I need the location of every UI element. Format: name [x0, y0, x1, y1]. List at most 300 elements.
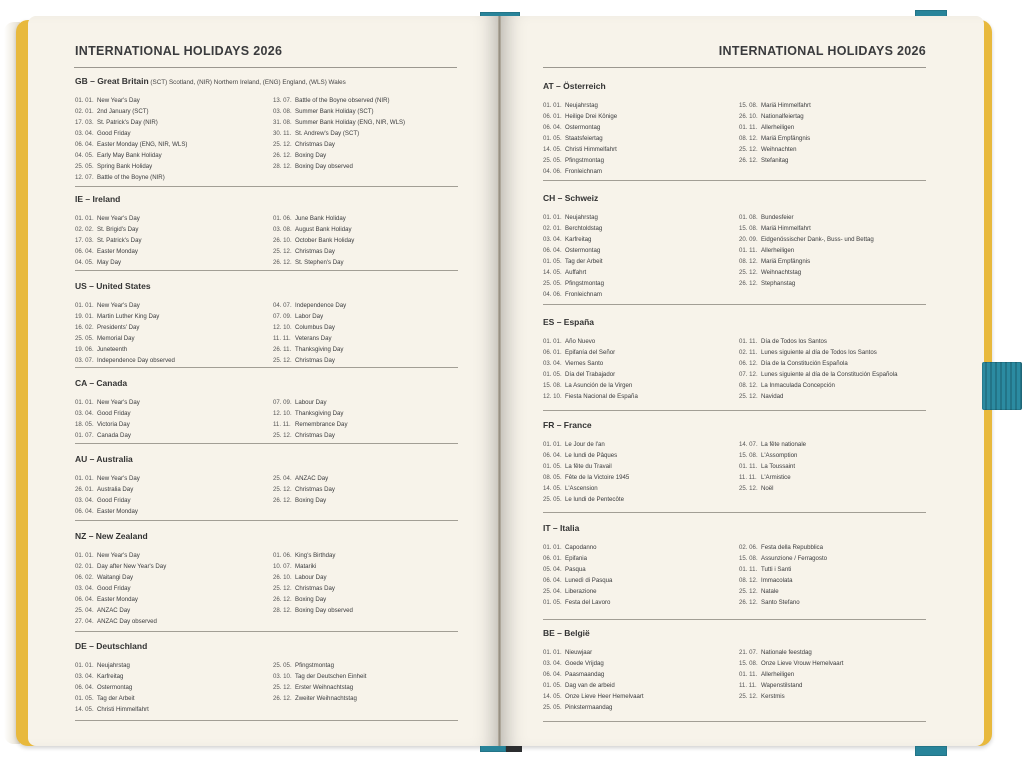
holiday-entry — [75, 704, 149, 715]
holiday-name: Tag der Arbeit — [97, 695, 135, 702]
holiday-entry — [75, 139, 187, 150]
holiday-entry — [75, 311, 175, 322]
holiday-date: 25. 12. — [739, 393, 758, 400]
holiday-date: 31. 08. — [273, 119, 292, 126]
holiday-date: 19. 01. — [75, 313, 94, 320]
holiday-date: 15. 08. — [739, 225, 758, 232]
holiday-date: 12. 10. — [543, 393, 562, 400]
holiday-entry — [273, 484, 335, 495]
holiday-date: 26. 12. — [739, 599, 758, 606]
holiday-name: Easter Monday — [97, 508, 138, 515]
holiday-entry — [739, 564, 827, 575]
holiday-section — [75, 378, 458, 439]
holiday-date: 03. 08. — [273, 226, 292, 233]
holiday-date: 14. 05. — [75, 706, 94, 713]
holiday-date: 01. 01. — [543, 649, 562, 656]
holiday-name: Boxing Day observed — [295, 163, 353, 170]
holiday-entry — [543, 212, 604, 223]
holiday-entry — [75, 594, 166, 605]
left-header-rule — [74, 67, 457, 68]
country-name: GB – Great Britain — [75, 76, 149, 86]
holiday-date: 14. 05. — [543, 693, 562, 700]
holiday-column — [75, 473, 140, 517]
holiday-date: 26. 12. — [739, 157, 758, 164]
holiday-name: Epifania — [565, 555, 588, 562]
holiday-column — [543, 336, 638, 402]
holiday-entry — [739, 347, 898, 358]
holiday-entry — [739, 647, 843, 658]
holiday-name: Paasmaandag — [565, 671, 605, 678]
country-name: AU – Australia — [75, 454, 133, 464]
holiday-entry — [543, 472, 629, 483]
holiday-column — [75, 397, 140, 441]
holiday-name: Summer Bank Holiday (ENG, NIR, WLS) — [295, 119, 406, 126]
holiday-name: Boxing Day — [295, 596, 327, 603]
holiday-date: 08. 12. — [739, 577, 758, 584]
holiday-name: Stefanitag — [761, 157, 789, 164]
holiday-entry — [273, 605, 353, 616]
holiday-date: 02. 01. — [75, 563, 94, 570]
holiday-entry — [543, 553, 612, 564]
holiday-date: 01. 01. — [543, 338, 562, 345]
holiday-entry — [75, 172, 187, 183]
holiday-entry — [75, 693, 149, 704]
holiday-entry — [739, 461, 806, 472]
holiday-date: 25. 05. — [543, 496, 562, 503]
country-heading — [75, 454, 458, 464]
holiday-date: 06. 04. — [75, 141, 94, 148]
holiday-column — [273, 300, 346, 366]
holiday-name: Weihnachten — [761, 146, 797, 153]
holiday-entry — [543, 155, 617, 166]
holiday-date: 06. 04. — [543, 247, 562, 254]
holiday-name: Ostermontag — [565, 124, 601, 131]
holiday-entry — [543, 369, 638, 380]
holiday-date: 07. 12. — [739, 371, 758, 378]
holiday-date: 01. 05. — [543, 135, 562, 142]
holiday-name: Ostermontag — [565, 247, 601, 254]
holiday-entry — [75, 605, 166, 616]
holiday-name: Stephanstag — [761, 280, 796, 287]
section-divider — [75, 720, 458, 721]
holiday-name: Mariä Himmelfahrt — [761, 225, 811, 232]
holiday-entry — [273, 246, 354, 257]
holiday-entry — [739, 472, 806, 483]
holiday-entry — [75, 355, 175, 366]
holiday-column — [75, 550, 166, 627]
holiday-column — [75, 213, 142, 268]
holiday-entry — [739, 336, 898, 347]
holiday-entry — [273, 660, 366, 671]
holiday-date: 01. 01. — [75, 662, 94, 669]
holiday-entry — [739, 575, 827, 586]
holiday-name: Neujahrstag — [97, 662, 130, 669]
holiday-name: Onze Lieve Vrouw Hemelvaart — [761, 660, 844, 667]
holiday-date: 01. 01. — [75, 302, 94, 309]
holiday-entry — [543, 122, 617, 133]
holiday-name: Immacolata — [761, 577, 793, 584]
holiday-column — [739, 212, 874, 289]
holiday-entry — [273, 572, 353, 583]
holiday-column — [273, 95, 405, 172]
holiday-entry — [543, 336, 638, 347]
holiday-name: Allerheiligen — [761, 247, 795, 254]
holiday-entry — [273, 671, 366, 682]
country-name: US – United States — [75, 281, 151, 291]
section-divider — [543, 304, 926, 305]
country-name: IT – Italia — [543, 523, 580, 533]
holiday-name: Waitangi Day — [97, 574, 134, 581]
holiday-date: 06. 12. — [739, 360, 758, 367]
holiday-entry — [739, 234, 874, 245]
holiday-entry — [75, 257, 142, 268]
holiday-name: Presidents' Day — [97, 324, 140, 331]
holiday-name: Tag der Deutschen Einheit — [295, 673, 367, 680]
holiday-column — [543, 542, 612, 608]
holiday-entry — [273, 408, 348, 419]
holiday-date: 08. 12. — [739, 382, 758, 389]
holiday-entry — [273, 235, 354, 246]
holiday-date: 15. 08. — [739, 452, 758, 459]
holiday-date: 03. 04. — [75, 130, 94, 137]
holiday-entry — [543, 680, 644, 691]
holiday-name: Le lundi de Pâques — [565, 452, 618, 459]
holiday-entry — [75, 106, 187, 117]
holiday-entry — [739, 553, 827, 564]
holiday-entry — [273, 161, 405, 172]
holiday-date: 03. 04. — [543, 360, 562, 367]
holiday-date: 01. 05. — [543, 682, 562, 689]
holiday-entry — [75, 397, 140, 408]
holiday-entry — [75, 213, 142, 224]
holiday-date: 10. 07. — [273, 563, 292, 570]
holiday-date: 01. 11. — [739, 566, 758, 573]
holiday-entry — [543, 702, 644, 713]
holiday-name: La Inmaculada Concepción — [761, 382, 835, 389]
holiday-entry — [75, 161, 187, 172]
holiday-date: 25. 12. — [273, 432, 292, 439]
holiday-name: Labour Day — [295, 574, 327, 581]
holiday-date: 01. 05. — [543, 258, 562, 265]
holiday-name: Ostermontag — [97, 684, 133, 691]
holiday-date: 20. 09. — [739, 236, 758, 243]
country-subtitle: (SCT) Scotland, (NIR) Northern Ireland, (ENG) England, (WLS) Wales — [148, 79, 346, 86]
holiday-name: Heilige Drei Könige — [565, 113, 618, 120]
holiday-date: 01. 01. — [75, 215, 94, 222]
holiday-date: 03. 04. — [75, 585, 94, 592]
holiday-name: St. Patrick's Day — [97, 237, 142, 244]
holiday-date: 26. 12. — [273, 259, 292, 266]
holiday-name: Natale — [761, 588, 779, 595]
holiday-name: Good Friday — [97, 497, 131, 504]
holiday-name: Festa della Repubblica — [761, 544, 823, 551]
country-name: NZ – New Zealand — [75, 531, 148, 541]
holiday-date: 25. 12. — [273, 357, 292, 364]
holiday-date: 19. 06. — [75, 346, 94, 353]
holiday-entry — [273, 213, 354, 224]
holiday-entry — [739, 450, 806, 461]
holiday-date: 03. 10. — [273, 673, 292, 680]
holiday-entry — [273, 550, 353, 561]
holiday-entry — [273, 322, 346, 333]
holiday-entry — [543, 144, 617, 155]
section-divider — [75, 270, 458, 271]
holiday-name: Mariä Empfängnis — [761, 258, 811, 265]
right-header-rule — [543, 67, 926, 68]
section-divider — [543, 619, 926, 620]
country-heading — [75, 378, 458, 388]
holiday-date: 01. 11. — [739, 338, 758, 345]
holiday-name: Christmas Day — [295, 141, 335, 148]
holiday-section — [543, 81, 926, 175]
holiday-date: 25. 12. — [273, 248, 292, 255]
holiday-date: 01. 08. — [739, 214, 758, 221]
holiday-column — [739, 542, 827, 608]
section-divider — [75, 186, 458, 187]
holiday-name: Año Nuevo — [565, 338, 596, 345]
holiday-entry — [739, 256, 874, 267]
holiday-date: 01. 01. — [75, 475, 94, 482]
holiday-name: Santo Stefano — [761, 599, 800, 606]
holiday-name: Allerheiligen — [761, 671, 795, 678]
section-divider — [543, 180, 926, 181]
holiday-date: 08. 12. — [739, 258, 758, 265]
holiday-date: 26. 12. — [739, 280, 758, 287]
holiday-entry — [739, 597, 827, 608]
holiday-entry — [739, 111, 811, 122]
holiday-entry — [75, 430, 140, 441]
holiday-name: Día de Todos los Santos — [761, 338, 827, 345]
section-divider — [543, 410, 926, 411]
holiday-date: 04. 05. — [75, 152, 94, 159]
section-divider — [75, 367, 458, 368]
holiday-date: 25. 12. — [739, 485, 758, 492]
country-heading — [75, 641, 458, 651]
holiday-name: ANZAC Day observed — [97, 618, 157, 625]
holiday-name: St. Stephen's Day — [295, 259, 344, 266]
holiday-name: New Year's Day — [97, 399, 140, 406]
left-page-title: INTERNATIONAL HOLIDAYS 2026 — [75, 44, 283, 58]
holiday-date: 14. 05. — [543, 269, 562, 276]
holiday-date: 25. 12. — [273, 486, 292, 493]
holiday-entry — [273, 257, 354, 268]
holiday-date: 06. 04. — [75, 684, 94, 691]
holiday-name: Le lundi de Pentecôte — [565, 496, 624, 503]
holiday-date: 25. 05. — [543, 280, 562, 287]
holiday-name: Christmas Day — [295, 585, 335, 592]
holiday-name: Tutti i Santi — [761, 566, 792, 573]
holiday-name: ANZAC Day — [295, 475, 329, 482]
holiday-name: Day after New Year's Day — [97, 563, 167, 570]
holiday-section — [543, 193, 926, 298]
country-name: DE – Deutschland — [75, 641, 148, 651]
country-name: AT – Österreich — [543, 81, 606, 91]
holiday-date: 15. 08. — [739, 555, 758, 562]
holiday-entry — [543, 542, 612, 553]
holiday-name: Kerstmis — [761, 693, 785, 700]
holiday-entry — [75, 419, 140, 430]
holiday-entry — [75, 150, 187, 161]
holiday-date: 06. 04. — [543, 452, 562, 459]
holiday-date: 06. 01. — [543, 555, 562, 562]
elastic-closure-band[interactable] — [982, 362, 1022, 410]
holiday-entry — [543, 380, 638, 391]
holiday-entry — [543, 347, 638, 358]
holiday-entry — [739, 680, 843, 691]
holiday-column — [739, 647, 843, 702]
holiday-entry — [739, 245, 874, 256]
holiday-name: L'Assomption — [761, 452, 798, 459]
holiday-date: 14. 05. — [543, 146, 562, 153]
holiday-date: 15. 08. — [543, 382, 562, 389]
holiday-date: 01. 11. — [739, 247, 758, 254]
holiday-date: 26. 10. — [273, 574, 292, 581]
holiday-entry — [273, 333, 346, 344]
holiday-date: 11. 11. — [739, 474, 757, 481]
holiday-entry — [543, 278, 604, 289]
holiday-date: 07. 09. — [273, 399, 292, 406]
holiday-name: Nieuwjaar — [565, 649, 593, 656]
holiday-name: Thanksgiving Day — [295, 410, 344, 417]
holiday-date: 25. 12. — [273, 585, 292, 592]
holiday-name: Berchtoldstag — [565, 225, 603, 232]
holiday-date: 04. 05. — [75, 259, 94, 266]
holiday-name: Summer Bank Holiday (SCT) — [295, 108, 374, 115]
holiday-entry — [739, 223, 874, 234]
country-heading — [543, 420, 926, 430]
holiday-name: St. Patrick's Day (NIR) — [97, 119, 158, 126]
holiday-date: 17. 03. — [75, 237, 94, 244]
holiday-name: Christi Himmelfahrt — [97, 706, 149, 713]
holiday-name: Capodanno — [565, 544, 597, 551]
holiday-date: 06. 04. — [75, 508, 94, 515]
holiday-entry — [739, 483, 806, 494]
holiday-date: 03. 04. — [75, 673, 94, 680]
holiday-date: 30. 11. — [273, 130, 292, 137]
holiday-name: October Bank Holiday — [295, 237, 355, 244]
holiday-entry — [75, 128, 187, 139]
holiday-entry — [75, 550, 166, 561]
holiday-entry — [273, 139, 405, 150]
holiday-name: New Year's Day — [97, 302, 140, 309]
holiday-name: Boxing Day observed — [295, 607, 353, 614]
holiday-date: 25. 04. — [543, 588, 562, 595]
holiday-section — [543, 628, 926, 711]
holiday-entry — [739, 100, 811, 111]
holiday-name: Epifanía del Señor — [565, 349, 616, 356]
holiday-entry — [543, 289, 604, 300]
holiday-date: 01. 05. — [543, 599, 562, 606]
holiday-section — [75, 76, 458, 181]
holiday-date: 14. 05. — [543, 485, 562, 492]
holiday-date: 01. 06. — [273, 215, 292, 222]
holiday-date: 12. 07. — [75, 174, 94, 181]
holiday-name: Fronleichnam — [565, 168, 602, 175]
holiday-name: Pfingstmontag — [295, 662, 334, 669]
holiday-date: 06. 04. — [543, 124, 562, 131]
holiday-column — [273, 660, 366, 704]
holiday-column — [273, 550, 353, 616]
holiday-column — [273, 213, 354, 268]
holiday-name: Lunes siguiente al día de Todos los Santos — [761, 349, 877, 356]
holiday-entry — [273, 561, 353, 572]
holiday-entry — [543, 494, 629, 505]
holiday-date: 28. 12. — [273, 163, 292, 170]
holiday-name: Fronleichnam — [565, 291, 602, 298]
holiday-entry — [543, 358, 638, 369]
holiday-entry — [75, 484, 140, 495]
holiday-name: Nationale feestdag — [761, 649, 812, 656]
holiday-section — [75, 194, 458, 266]
holiday-name: Erster Weihnachtstag — [295, 684, 354, 691]
holiday-date: 26. 11. — [273, 346, 292, 353]
holiday-entry — [739, 691, 843, 702]
holiday-name: Canada Day — [97, 432, 131, 439]
holiday-entry — [75, 117, 187, 128]
holiday-date: 25. 12. — [739, 146, 758, 153]
holiday-entry — [739, 267, 874, 278]
section-divider — [543, 512, 926, 513]
holiday-entry — [739, 658, 843, 669]
holiday-date: 26. 12. — [273, 497, 292, 504]
holiday-column — [739, 100, 811, 166]
holiday-name: L'Ascension — [565, 485, 598, 492]
holiday-date: 26. 01. — [75, 486, 94, 493]
holiday-date: 04. 06. — [543, 168, 562, 175]
holiday-name: Onze Lieve Heer Hemelvaart — [565, 693, 644, 700]
holiday-name: Liberazione — [565, 588, 597, 595]
holiday-name: St. Brigid's Day — [97, 226, 139, 233]
holiday-name: New Year's Day — [97, 552, 140, 559]
holiday-name: Christmas Day — [295, 357, 335, 364]
holiday-entry — [273, 594, 353, 605]
holiday-entry — [739, 439, 806, 450]
holiday-entry — [75, 561, 166, 572]
holiday-entry — [739, 122, 811, 133]
holiday-date: 01. 01. — [543, 214, 562, 221]
holiday-name: Labor Day — [295, 313, 324, 320]
holiday-name: Fête de la Victoire 1945 — [565, 474, 630, 481]
country-name: IE – Ireland — [75, 194, 121, 204]
holiday-column — [543, 439, 629, 505]
holiday-name: ANZAC Day — [97, 607, 131, 614]
holiday-date: 25. 05. — [75, 163, 94, 170]
holiday-name: Victoria Day — [97, 421, 130, 428]
holiday-date: 26. 10. — [739, 113, 758, 120]
holiday-date: 05. 04. — [543, 566, 562, 573]
holiday-date: 11. 11. — [739, 682, 757, 689]
holiday-name: May Day — [97, 259, 122, 266]
holiday-name: August Bank Holiday — [295, 226, 352, 233]
holiday-name: Noël — [761, 485, 774, 492]
holiday-name: Pfingstmontag — [565, 157, 604, 164]
holiday-section — [75, 641, 458, 713]
holiday-date: 06. 02. — [75, 574, 94, 581]
holiday-name: Juneteenth — [97, 346, 128, 353]
holiday-entry — [75, 333, 175, 344]
holiday-name: Bundesfeier — [761, 214, 794, 221]
bottom-strap-right — [915, 746, 947, 756]
holiday-date: 02. 01. — [543, 225, 562, 232]
holiday-name: Remembrance Day — [295, 421, 348, 428]
holiday-entry — [273, 344, 346, 355]
holiday-date: 06. 01. — [543, 349, 562, 356]
holiday-date: 04. 07. — [273, 302, 292, 309]
holiday-name: Battle of the Boyne (NIR) — [97, 174, 165, 181]
holiday-name: Thanksgiving Day — [295, 346, 344, 353]
holiday-entry — [273, 397, 348, 408]
country-name: CH – Schweiz — [543, 193, 599, 203]
